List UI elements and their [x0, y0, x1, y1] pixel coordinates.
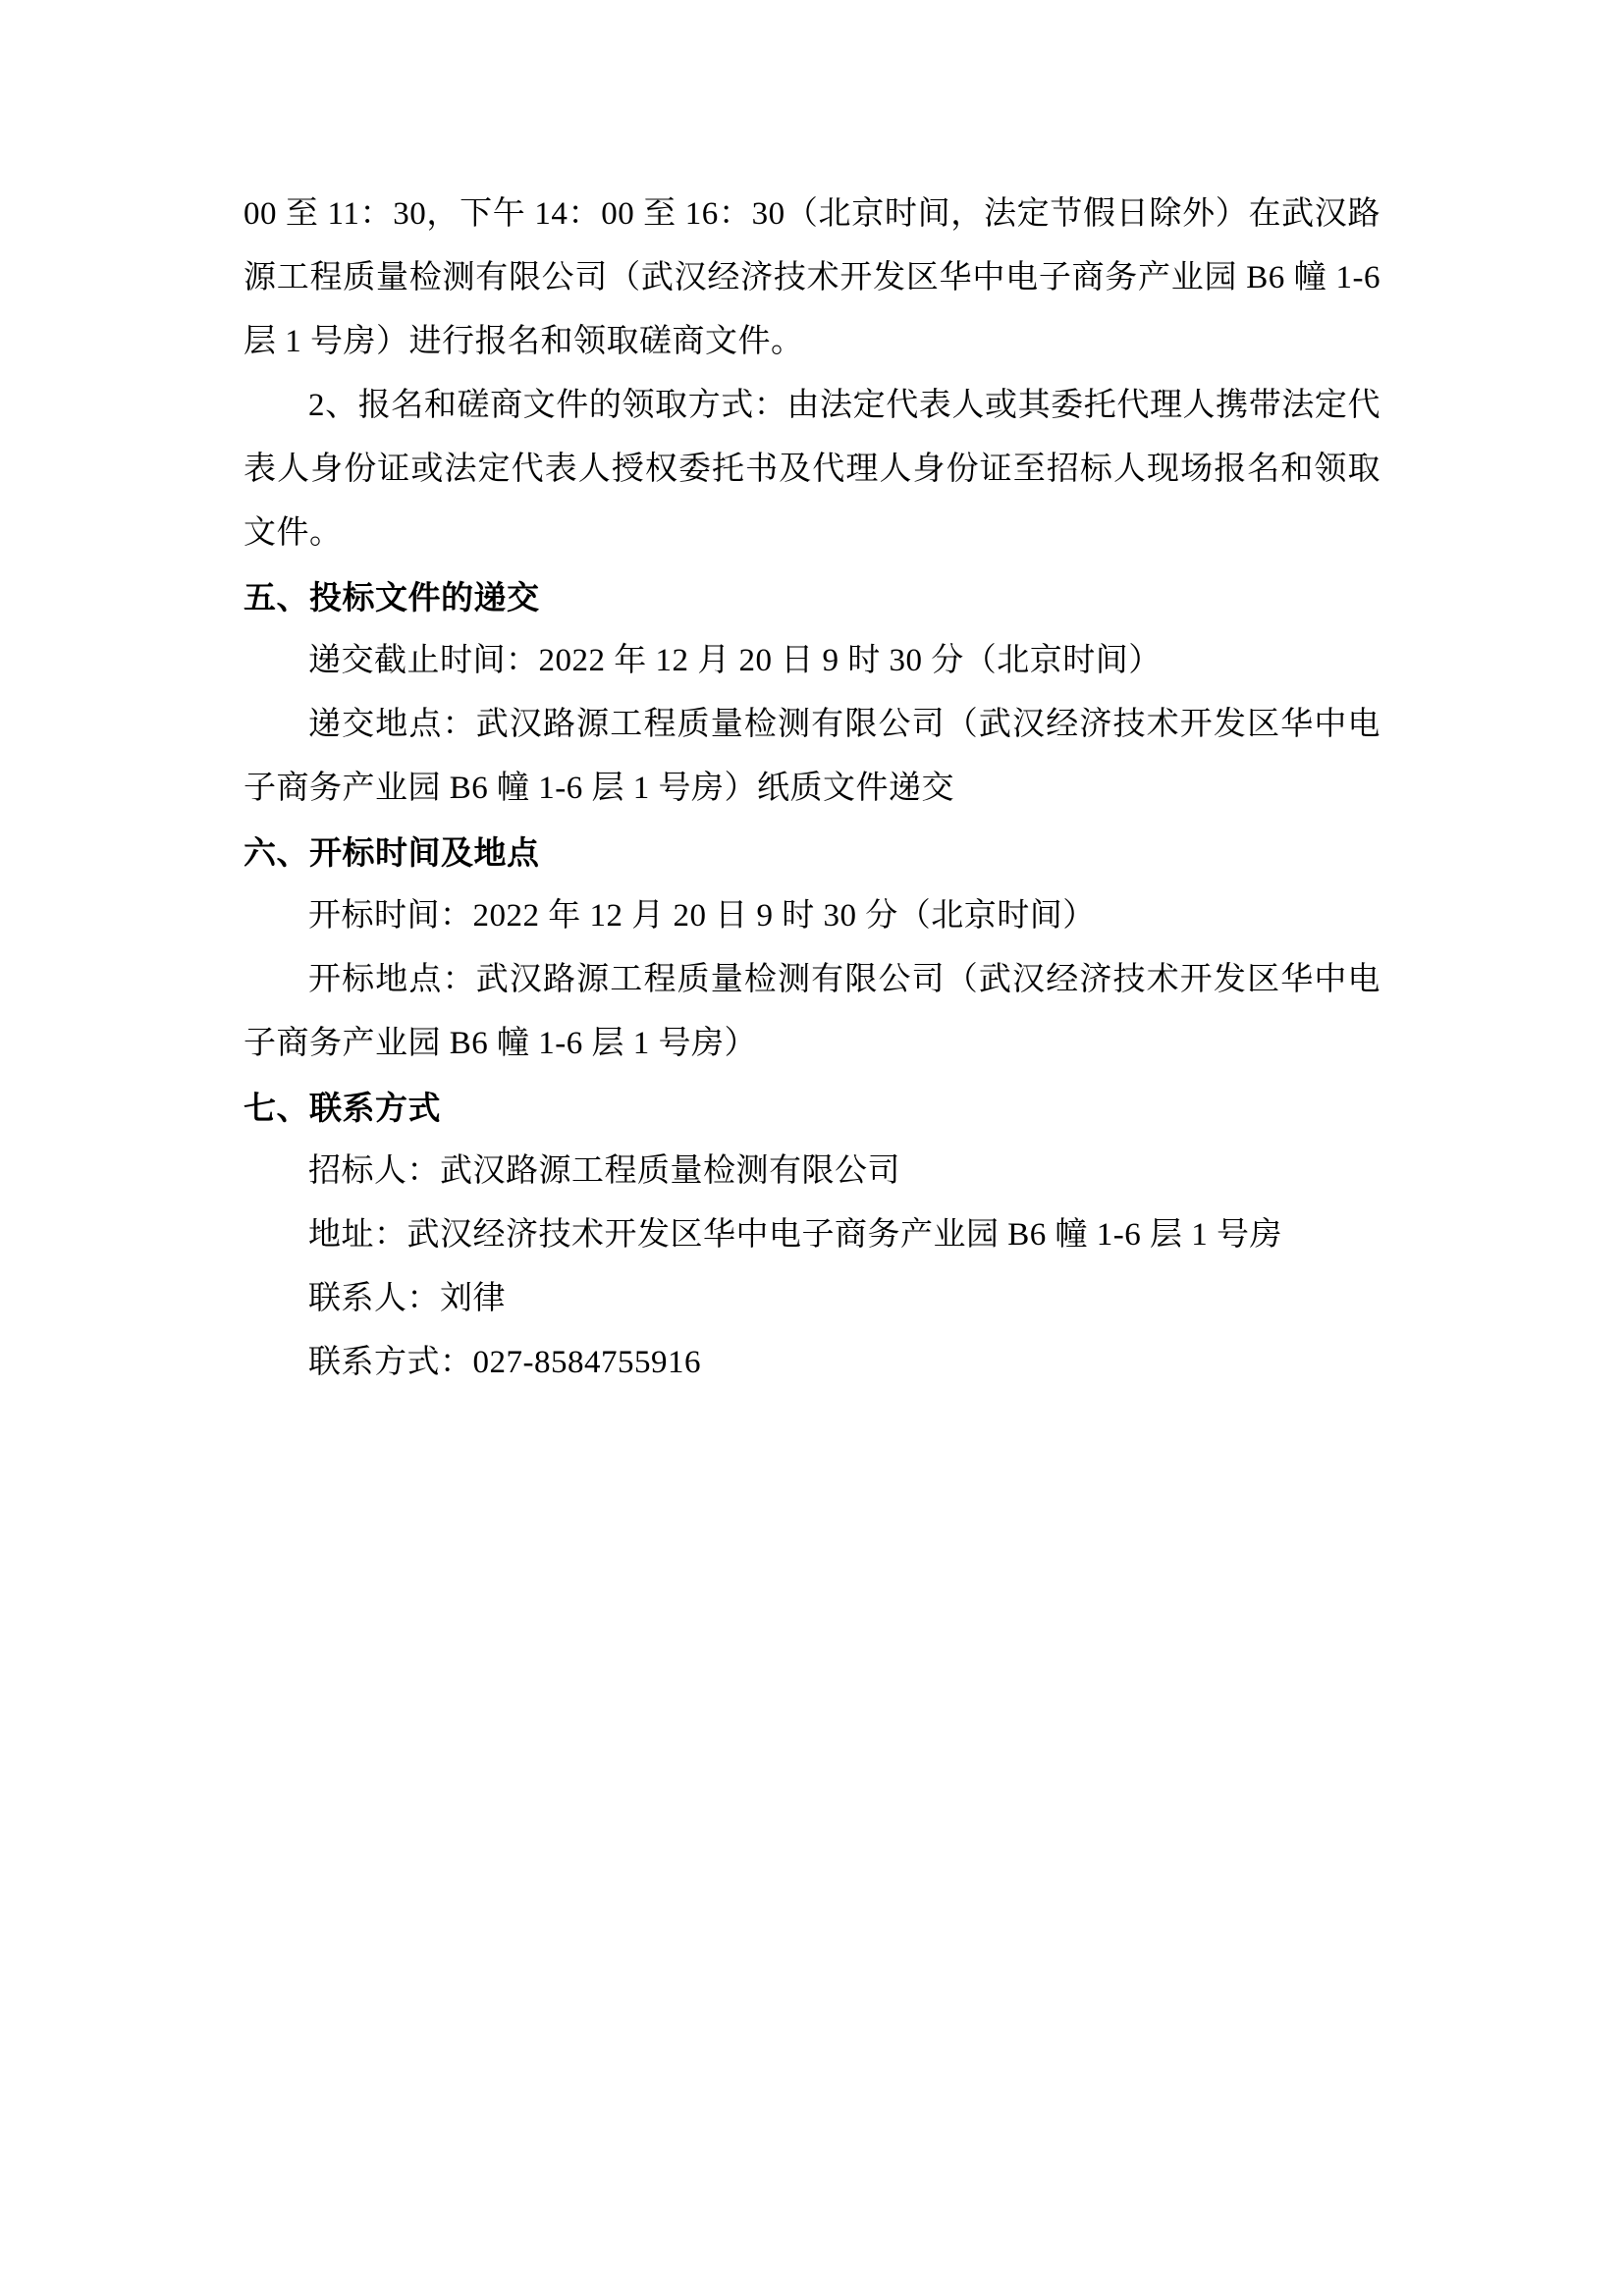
paragraph-opening-location: 开标地点：武汉路源工程质量检测有限公司（武汉经济技术开发区华中电子商务产业园 B6 幢 1-6 层 1 号房）	[244, 962, 1380, 1061]
line-contact-person: 联系人：刘律	[308, 1281, 506, 1316]
line-submission-deadline: 递交截止时间：2022 年 12 月 20 日 9 时 30 分（北京时间）	[308, 643, 1162, 678]
line-tenderer-name: 招标人：武汉路源工程质量检测有限公司	[308, 1153, 900, 1189]
paragraph-registration-method: 2、报名和磋商文件的领取方式：由法定代表人或其委托代理人携带法定代表人身份证或法定代表人授权委托书及代理人身份证至招标人现场报名和领取文件。	[244, 388, 1380, 551]
paragraph-submission-location: 递交地点：武汉路源工程质量检测有限公司（武汉经济技术开发区华中电子商务产业园 B6 幢 1-6 层 1 号房）纸质文件递交	[244, 707, 1380, 806]
continued-paragraph-registration-time: 00 至 11：30，下午 14：00 至 16：30（北京时间，法定节假日除外）在武汉路源工程质量检测有限公司（武汉经济技术开发区华中电子商务产业园 B6 幢 1-6 层 1 号房）进行报名和领取磋商文件。	[244, 196, 1380, 359]
section-heading-bid-opening: 六、开标时间及地点	[244, 834, 540, 871]
section-heading-contact: 七、联系方式	[244, 1090, 441, 1126]
section-heading-bid-submission: 五、投标文件的递交	[244, 579, 540, 615]
line-address: 地址：武汉经济技术开发区华中电子商务产业园 B6 幢 1-6 层 1 号房	[308, 1217, 1282, 1253]
line-opening-time: 开标时间：2022 年 12 月 20 日 9 时 30 分（北京时间）	[308, 898, 1096, 934]
line-contact-phone: 联系方式：027-8584755916	[308, 1345, 701, 1380]
document-text-block	[244, 183, 1380, 1395]
